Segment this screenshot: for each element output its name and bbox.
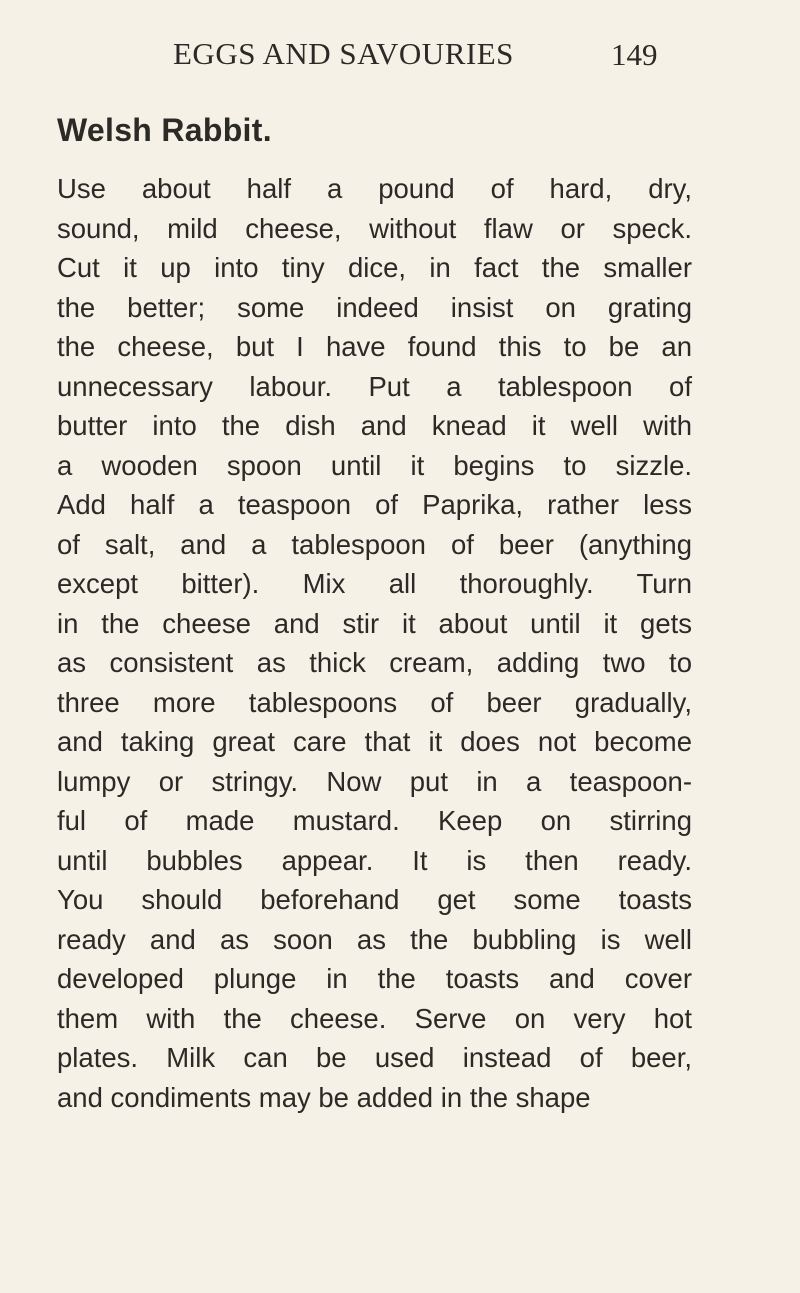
- recipe-title: Welsh Rabbit.: [57, 112, 272, 148]
- text-line: lumpy or stringy. Now put in a teaspoon-: [57, 765, 692, 797]
- text-line: ready and as soon as the bubbling is well: [57, 923, 692, 955]
- text-line: of salt, and a tablespoon of beer (anything: [57, 528, 692, 560]
- text-line: three more tablespoons of beer gradually,: [57, 686, 692, 718]
- text-line: the cheese, but I have found this to be an: [57, 331, 692, 362]
- text-line: in the cheese and stir it about until it gets: [57, 607, 692, 639]
- text-line: You should beforehand get some toasts: [57, 884, 692, 915]
- text-line: plates. Milk can be used instead of beer,: [57, 1042, 692, 1073]
- recipe-body: [57, 169, 692, 1117]
- chapter-heading: EGGS AND SAVOURIES: [173, 36, 514, 71]
- text-line: developed plunge in the toasts and cover: [57, 963, 692, 994]
- text-line: Use about half a pound of hard, dry,: [57, 173, 692, 204]
- text-line: Cut it up into tiny dice, in fact the smaller: [57, 252, 692, 283]
- text-line: Add half a teaspoon of Paprika, rather less: [57, 489, 692, 520]
- text-line: the better; some indeed insist on grating: [57, 291, 692, 323]
- running-head: [0, 36, 800, 76]
- text-line: except bitter). Mix all thoroughly. Turn: [57, 568, 692, 599]
- text-line: and taking great care that it does not become: [57, 726, 692, 757]
- text-line: ful of made mustard. Keep on stirring: [57, 805, 692, 836]
- text-line: until bubbles appear. It is then ready.: [57, 844, 692, 876]
- text-line: as consistent as thick cream, adding two to: [57, 647, 692, 678]
- page-number: 149: [611, 37, 658, 72]
- text-line: them with the cheese. Serve on very hot: [57, 1002, 692, 1034]
- text-line: butter into the dish and knead it well with: [57, 410, 692, 441]
- text-line: unnecessary labour. Put a tablespoon of: [57, 370, 692, 402]
- text-line: and condiments may be added in the shape: [57, 1081, 591, 1113]
- text-line: a wooden spoon until it begins to sizzle.: [57, 449, 692, 481]
- text-line: sound, mild cheese, without flaw or speck.: [57, 212, 692, 244]
